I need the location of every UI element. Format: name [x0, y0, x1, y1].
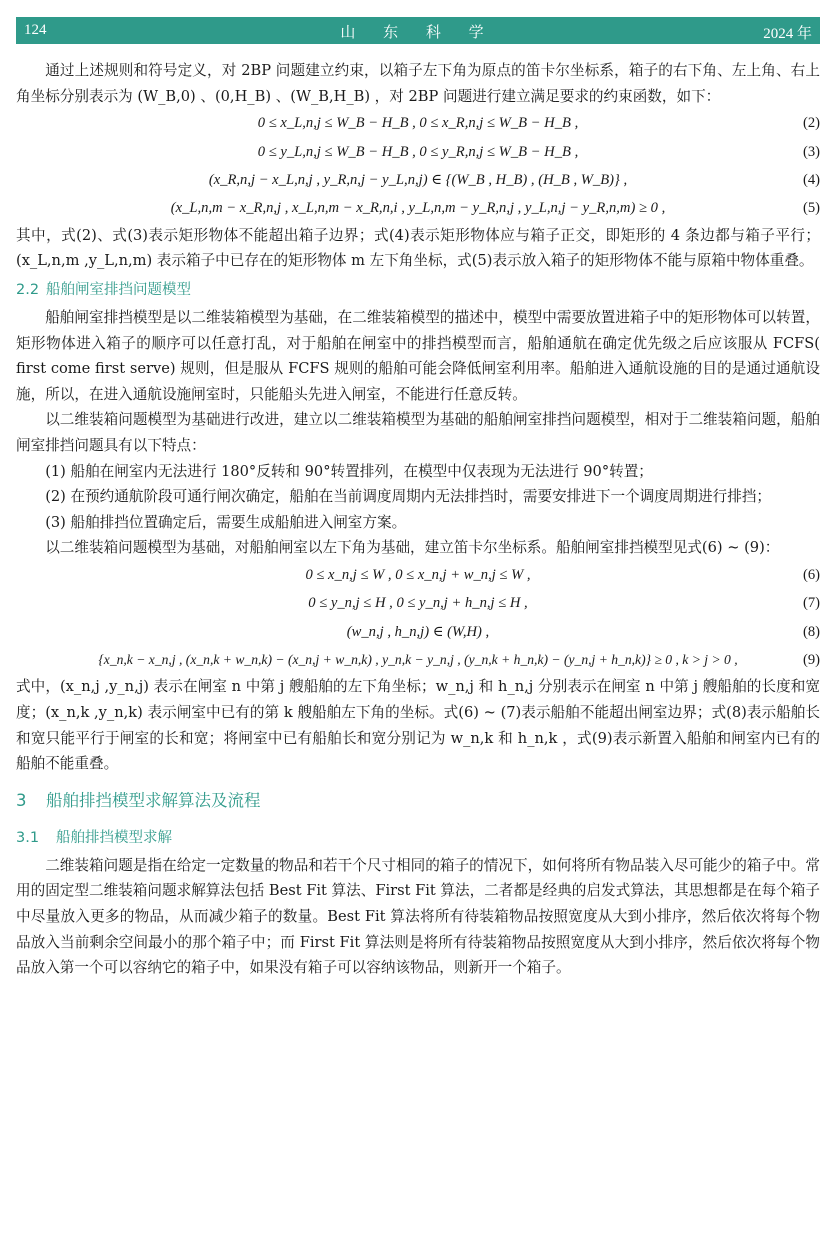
list-item-1: (1) 船舶在闸室内无法进行 180°反转和 90°转置排列，在模型中仅表现为无法进行 90°转置； — [45, 462, 653, 480]
equation-8 — [16, 618, 820, 646]
equation-5-number: (5) — [802, 200, 820, 217]
section-heading-3 — [16, 783, 820, 819]
section-number: 3 — [16, 790, 27, 810]
equation-4-number: (4) — [802, 171, 820, 188]
paragraph-lock-model: 船舶闸室排挡模型是以二维装箱模型为基础，在二维装箱模型的描述中，模型中需要放置进箱子中的矩形物体可以转置，矩形物体进入箱子的顺序可以任意打乱，对于船舶在闸室中的排挡模型而言，船舶通航在确定优先级之后应该服从 FCFS( first come first serve) 规则，但是服从 FCFS 规则的船舶可能会降低闸室利用率。船舶进入通航设施的目的是通过通航设施，所以，在进入通航设施闸室时，只能船头先进入闸室，不能进行任意反转。 — [16, 308, 820, 403]
equation-8-number: (8) — [802, 623, 820, 640]
section-number: 3.1 — [16, 829, 40, 846]
equation-5-formula: (x_L,n,m − x_R,n,j , x_L,n,m − x_R,n,i , y_L,n,m − y_R,n,j , y_L,n,j − y_R,n,m) ≥ 0 , — [170, 200, 666, 217]
equation-9 — [16, 646, 820, 674]
section-title: 船舶排挡模型求解 — [56, 829, 172, 846]
journal-name: 山 东 科 学 — [340, 25, 496, 41]
equation-7-number: (7) — [802, 595, 820, 612]
article-body — [16, 58, 820, 981]
section-heading-2-2 — [16, 275, 820, 305]
equation-5 — [16, 194, 820, 222]
paragraph-improvement: 以二维装箱问题模型为基础进行改进，建立以二维装箱模型为基础的船舶闸室排挡问题模型，相对于二维装箱问题，船舶闸室排挡问题具有以下特点： — [16, 411, 820, 454]
equation-6-number: (6) — [802, 566, 820, 583]
equation-4-formula: (x_R,n,j − x_L,n,j , y_R,n,j − y_L,n,j) ∈ {(W_B , H_B) , (H_B , W_B)} , — [208, 171, 628, 188]
equation-2 — [16, 109, 820, 137]
paragraph-bin-packing-algorithms: 二维装箱问题是指在给定一定数量的物品和若干个尺寸相同的箱子的情况下，如何将所有物品装入尽可能少的箱子中。常用的固定型二维装箱问题求解算法包括 Best Fit 算法、First Fit 算法，二者都是经典的启发式算法，其思想都是在每个箱子中尽量放入更多的物品，从而减少箱子的数量。Best Fit 算法将所有待装箱物品按照宽度从大到小排序，然后依次将每个物品放入当前剩余空间最小的那个箱子中；而 First Fit 算法则是将所有待装箱物品按照宽度从大到小排序，然后依次将每个物品放入第一个可以容纳它的箱子中，如果没有箱子可以容纳该物品，则新开一个箱子。 — [16, 856, 820, 977]
equation-2-formula: 0 ≤ x_L,n,j ≤ W_B − H_B , 0 ≤ x_R,n,j ≤ W_B − H_B , — [257, 115, 579, 132]
paragraph-symbols-explained: 式中，(x_n,j ,y_n,j) 表示在闸室 n 中第 j 艘船舶的左下角坐标；w_n,j 和 h_n,j 分别表示在闸室 n 中第 j 艘船舶的长度和宽度；(x_n,k ,y_n,k) 表示闸室中已有的第 k 艘船舶左下角的坐标。式(6) ~ (7)表示船舶不能超出闸室边界；式(8)表示船舶长和宽只能平行于闸室的长和宽；将闸室中已有船舶长和宽分别记为 w_n,k 和 h_n,k ，式(9)表示新置入船舶和闸室内已有的船舶不能重叠。 — [16, 678, 820, 773]
section-heading-3-1 — [16, 823, 820, 853]
list-item-3: (3) 船舶排挡位置确定后，需要生成船舶进入闸室方案。 — [45, 513, 407, 531]
page-number: 124 — [24, 22, 47, 38]
list-item-2: (2) 在预约通航阶段可通行闸次确定，船舶在当前调度周期内无法排挡时，需要安排进下一个调度周期进行排挡； — [45, 488, 772, 506]
equation-6 — [16, 561, 820, 589]
equation-9-formula: {x_n,k − x_n,j , (x_n,k + w_n,k) − (x_n,j + w_n,k) , y_n,k − y_n,j , (y_n,k + h_n,k) − (y_n,j + h_n,k)} ≥ 0 , k > j > 0 , — [98, 652, 738, 668]
equation-3-formula: 0 ≤ y_L,n,j ≤ W_B − H_B , 0 ≤ y_R,n,j ≤ W_B − H_B , — [257, 143, 579, 160]
paragraph-constraints-explained: 其中，式(2)、式(3)表示矩形物体不能超出箱子边界；式(4)表示矩形物体应与箱子正交，即矩形的 4 条边都与箱子平行；(x_L,n,m ,y_L,n,m) 表示箱子中已存在的矩形物体 m 左下角坐标，式(5)表示放入箱子的矩形物体不能与原箱中物体重叠。 — [16, 226, 820, 270]
equation-4 — [16, 166, 820, 194]
section-title: 船舶闸室排挡问题模型 — [46, 281, 191, 298]
equation-2-number: (2) — [802, 115, 820, 132]
section-title: 船舶排挡模型求解算法及流程 — [46, 790, 261, 810]
equation-8-formula: (w_n,j , h_n,j) ∈ (W,H) , — [346, 623, 490, 640]
section-number: 2.2 — [16, 281, 40, 298]
publication-year: 2024 年 — [763, 26, 812, 42]
paragraph-constraints-intro: 通过上述规则和符号定义，对 2BP 问题建立约束，以箱子左下角为原点的笛卡尔坐标系，箱子的右下角、左上角、右上角坐标分别表示为 (W_B,0) 、(0,H_B) 、(W_B,H_B) ，对 2BP 问题进行建立满足要求的约束函数，如下： — [16, 62, 820, 105]
equation-3-number: (3) — [802, 143, 820, 160]
paragraph-model-intro: 以二维装箱问题模型为基础，对船舶闸室以左下角为基础，建立笛卡尔坐标系。船舶闸室排挡模型见式(6) ~ (9)： — [45, 539, 780, 557]
equation-7 — [16, 589, 820, 617]
running-header — [16, 17, 820, 44]
equation-3 — [16, 138, 820, 166]
equation-6-formula: 0 ≤ x_n,j ≤ W , 0 ≤ x_n,j + w_n,j ≤ W , — [305, 566, 531, 583]
equation-7-formula: 0 ≤ y_n,j ≤ H , 0 ≤ y_n,j + h_n,j ≤ H , — [308, 595, 528, 612]
equation-9-number: (9) — [802, 652, 820, 669]
